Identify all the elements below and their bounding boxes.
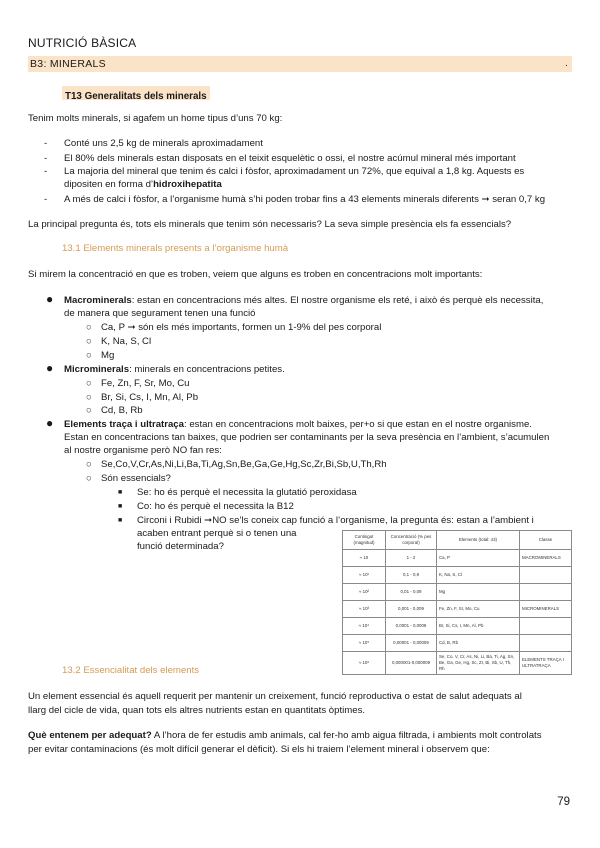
circle-bullet: ○ (86, 378, 92, 389)
table-cell: 1 - 2 (386, 550, 437, 567)
subsection-title: 13.2 Essencialitat dels elements (62, 665, 200, 676)
bullet-dot: ● (46, 292, 54, 306)
table-cell: 0,00001 - 0,00009 (386, 635, 437, 652)
table-cell: ≈ 10¹ (343, 567, 386, 584)
circle-bullet: ○ (86, 405, 92, 416)
micro-item: Cd, B, Rb (101, 405, 143, 416)
table-cell (520, 567, 572, 584)
page-number: 79 (557, 796, 570, 808)
mineral-classification-table (342, 530, 572, 675)
table-header: Classe (520, 531, 572, 550)
essential-item: Circoni i Rubidi ➞NO se’ls coneix cap funció a l’organisme, la pregunta és: estan a l’ambient i (137, 515, 534, 526)
table-cell: ≈ 10⁶ (343, 652, 386, 675)
essential-definition-cont: llarg del cicle de vida, quan tots els altres nutrients estan en quantitats òptimes. (28, 705, 366, 716)
dash-item: El 80% dels minerals estan disposats en el teixit esquelètic o ossi, el nostre acúmul mineral més important (64, 153, 516, 164)
section-dot: . (565, 58, 568, 69)
table-cell: Ca, P (437, 550, 520, 567)
topic-highlight (62, 86, 210, 100)
circle-bullet: ○ (86, 336, 92, 347)
dash-marker: - (44, 153, 48, 164)
subsection-title: 13.1 Elements minerals presents a l’organisme humà (62, 243, 289, 254)
table-header-row (343, 531, 572, 550)
trace-desc-cont: al nostre organisme però NO fan res: (64, 445, 222, 456)
table-row (343, 618, 572, 635)
table-row (343, 601, 572, 618)
microminerals-line (64, 363, 285, 376)
square-bullet: ■ (118, 503, 123, 510)
section-title: B3: MINERALS (30, 58, 106, 70)
table-cell: 0,0001 - 0,0009 (386, 618, 437, 635)
adequate-text: A l’hora de fer estudis amb animals, cal fer-ho amb aigua filtrada, i ambients molt controlats (151, 730, 542, 741)
trace-desc: : estan en concentracions molt baixes, per+o si que estan en el nostre organisme. (183, 419, 532, 430)
essential-definition: Un element essencial és aquell requerit per mantenir un creixement, funció reproductiva o estat de salut adequats al (28, 691, 522, 702)
trace-desc-cont: Estan en concentracions tan baixes, que podrien ser contaminants per la seva presència en l’ambient, s’acumulen (64, 432, 550, 443)
table-cell: ≈ 10² (343, 584, 386, 601)
adequate-paragraph-cont: per evitar contaminacions (és molt difícil generar el dèficit). Si els hi traiem l’element mineral i observem que: (28, 744, 490, 755)
macro-item: K, Na, S, Cl (101, 336, 152, 347)
microminerals-title: Microminerals (64, 364, 130, 375)
table-cell: ELEMENTS TRAÇA I ULTRATRAÇA (520, 652, 572, 675)
dash-item: A més de calci i fòsfor, a l’organisme humà s’hi poden trobar fins a 43 elements minerals diferents ➞ seran 0,7 kg (64, 194, 546, 205)
essential-item: Co: ho és perquè el necessita la B12 (137, 501, 294, 512)
adequate-paragraph (28, 729, 542, 742)
macro-item: Ca, P ➞ són els més importants, formen un 1-9% del pes corporal (101, 322, 382, 333)
table-cell: ≈ 10³ (343, 601, 386, 618)
square-bullet: ■ (118, 517, 123, 524)
trace-title: Elements traça i ultratraça (64, 419, 184, 430)
table-row (343, 635, 572, 652)
table-cell: Br, Si, Cs, I, Mn, Al, Pb (437, 618, 520, 635)
table-cell: Fe, Zn, F, Sr, Mo, Cu (437, 601, 520, 618)
dash-marker: - (44, 194, 48, 205)
hydroxyapatite-term: hidroxihepatita (153, 179, 222, 190)
dash-item: La majoria del mineral que tenim és calci i fòsfor, aproximadament un 72%, que equival a 1,8 kg. Aquests es (64, 166, 525, 177)
table-cell: 0,1 - 0,9 (386, 567, 437, 584)
circle-bullet: ○ (86, 473, 92, 484)
essential-question: Són essencials? (101, 473, 171, 484)
circle-bullet: ○ (86, 322, 92, 333)
microminerals-desc: : minerals en concentracions petites. (129, 364, 285, 375)
table-cell: MICROMINERALS (520, 601, 572, 618)
adequate-title: Què entenem per adequat? (28, 730, 152, 741)
dash-item: Conté uns 2,5 kg de minerals aproximadament (64, 138, 263, 149)
macro-item: Mg (101, 350, 115, 361)
trace-list: Se,Co,V,Cr,As,Ni,Li,Ba,Ti,Ag,Sn,Be,Ga,Ge,Hg,Sc,Zr,Bi,Sb,U,Th,Rh (101, 459, 387, 470)
dash-marker: - (44, 138, 48, 149)
table-cell (520, 635, 572, 652)
macrominerals-desc-cont: de manera que segurament tenen una funció (64, 308, 256, 319)
table-cell: ≈ 10⁵ (343, 635, 386, 652)
document-title: NUTRICIÓ BÀSICA (28, 36, 137, 50)
bullet-dot: ● (46, 416, 54, 430)
table-cell: MACROMINERALS (520, 550, 572, 567)
table-cell: Se, Co, V, Cr, As, Ni, Li, Ba, Ti, Ag, Sn, Be, Ga, Ge, Hg, Sc, Zr, Bi, Sb, U, Th, Rh (437, 652, 520, 675)
question-paragraph: La principal pregunta és, tots els minerals que tenim són necessaris? La seva simple presència els fa essencials? (28, 219, 512, 230)
sub1-intro: Si mirem la concentració en que es troben, veiem que alguns es troben en concentracions molt importants: (28, 269, 483, 280)
table-row (343, 584, 572, 601)
essential-item: Se: ho és perquè el necessita la glutatió peroxidasa (137, 487, 357, 498)
table-cell (520, 584, 572, 601)
macrominerals-desc: : estan en concentracions més altes. El nostre organisme els reté, i això és perquè els necessita, (131, 295, 544, 306)
table-header: Contingut (magnitud) (343, 531, 386, 550)
trace-line (64, 418, 532, 431)
square-bullet: ■ (118, 489, 123, 496)
macrominerals-title: Macrominerals (64, 295, 132, 306)
dash-marker: - (44, 166, 48, 177)
circle-bullet: ○ (86, 350, 92, 361)
section-header-bar (28, 56, 572, 72)
circle-bullet: ○ (86, 459, 92, 470)
micro-item: Fe, Zn, F, Sr, Mo, Cu (101, 378, 190, 389)
essential-item-cont: acaben entrant perquè si o tenen una (137, 528, 297, 539)
table-cell: 0,001 - 0,009 (386, 601, 437, 618)
dash-item-continued (64, 178, 222, 191)
table-cell: 0,000001-0,000009 (386, 652, 437, 675)
table-cell: K, Na, S, Cl (437, 567, 520, 584)
table-row (343, 567, 572, 584)
table-cell: 0,01 - 0,09 (386, 584, 437, 601)
circle-bullet: ○ (86, 392, 92, 403)
bullet-dot: ● (46, 361, 54, 375)
table-row (343, 652, 572, 675)
table-cell: Cd, B, Rb (437, 635, 520, 652)
table-row (343, 550, 572, 567)
essential-item-cont: funció determinada? (137, 541, 224, 552)
macrominerals-line (64, 294, 543, 307)
table-cell: ≈ 10⁴ (343, 618, 386, 635)
table-cell (520, 618, 572, 635)
dash-item-text: dipositen en forma d’ (64, 179, 154, 190)
table-cell: ≈ 10 (343, 550, 386, 567)
table-cell: Mg (437, 584, 520, 601)
table-header: Elements (total: 43) (437, 531, 520, 550)
table-header: Concentració (% pes corporal) (386, 531, 437, 550)
micro-item: Br, Si, Cs, I, Mn, Al, Pb (101, 392, 199, 403)
intro-paragraph: Tenim molts minerals, si agafem un home tipus d’uns 70 kg: (28, 113, 283, 124)
topic-title: T13 Generalitats dels minerals (65, 91, 207, 102)
